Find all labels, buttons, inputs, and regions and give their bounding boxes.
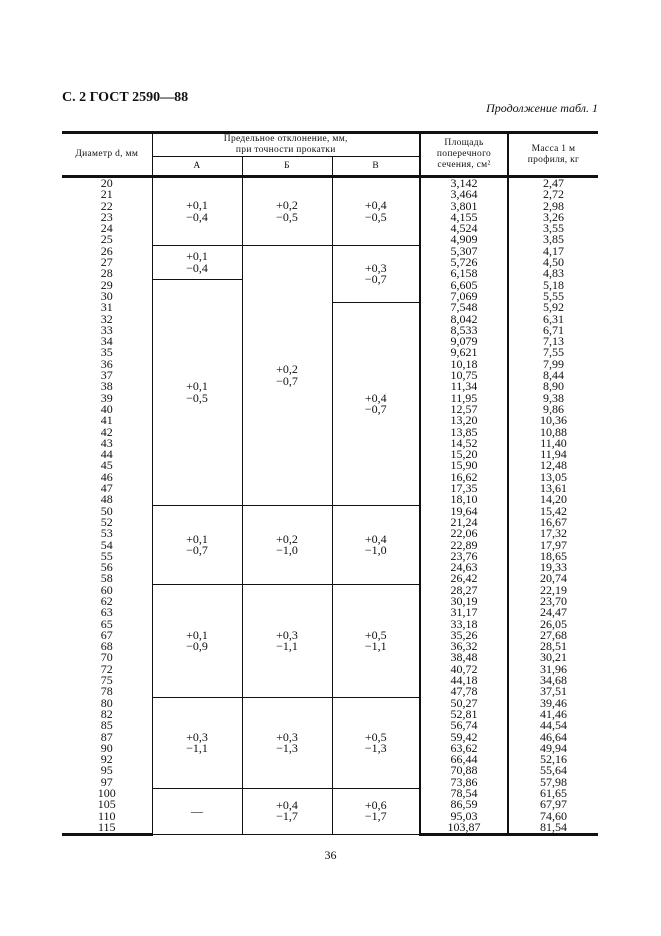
diameter-cell: 34 (62, 336, 152, 347)
area-cell: 14,52 (420, 438, 508, 449)
diameter-cell: 24 (62, 223, 152, 234)
area-cell: 28,27 (420, 585, 508, 596)
deviation-value: +0,4 (364, 198, 387, 213)
area-cell: 73,86 (420, 777, 508, 788)
mass-cell: 55,64 (508, 765, 598, 776)
mass-cell: 12,48 (508, 460, 598, 471)
deviation-value: +0,5 (364, 627, 387, 642)
mass-cell: 9,38 (508, 393, 598, 404)
mass-cell: 57,98 (508, 777, 598, 788)
mass-cell: 10,36 (508, 415, 598, 426)
mass-cell: 49,94 (508, 743, 598, 754)
area-cell: 10,75 (420, 370, 508, 381)
area-cell: 18,10 (420, 494, 508, 505)
deviation-value: −1,7 (364, 809, 387, 824)
area-cell: 3,801 (420, 201, 508, 212)
diameter-cell: 56 (62, 562, 152, 573)
deviation-cell-b (242, 246, 332, 506)
col-header-b: Б (242, 157, 332, 177)
area-cell: 44,18 (420, 675, 508, 686)
deviation-value: −1,0 (276, 543, 298, 558)
mass-cell: 5,55 (508, 291, 598, 302)
deviation-value: +0,3 (186, 729, 208, 744)
area-cell: 4,155 (420, 212, 508, 223)
mass-cell: 15,42 (508, 506, 598, 517)
mass-cell: 16,67 (508, 517, 598, 528)
mass-cell: 20,74 (508, 573, 598, 584)
area-cell: 15,20 (420, 449, 508, 460)
area-cell: 3,464 (420, 189, 508, 200)
diameter-cell: 62 (62, 596, 152, 607)
diameter-cell: 82 (62, 709, 152, 720)
deviation-cell-b (242, 788, 332, 835)
area-cell: 38,48 (420, 652, 508, 663)
deviation-value: −1,3 (364, 740, 387, 755)
steel-bar-table (62, 131, 598, 836)
deviation-value: +0,1 (186, 531, 208, 546)
area-cell: 8,533 (420, 325, 508, 336)
diameter-cell: 35 (62, 347, 152, 358)
diameter-cell: 50 (62, 506, 152, 517)
diameter-cell: 54 (62, 540, 152, 551)
mass-cell: 8,44 (508, 370, 598, 381)
deviation-value: −0,4 (186, 209, 208, 224)
diameter-cell: 29 (62, 280, 152, 291)
col-header-v: В (332, 157, 420, 177)
diameter-cell: 87 (62, 732, 152, 743)
mass-cell: 3,55 (508, 223, 598, 234)
deviation-value: −1,3 (276, 740, 298, 755)
mass-cell: 17,32 (508, 528, 598, 539)
area-cell: 33,18 (420, 619, 508, 630)
area-cell: 70,88 (420, 765, 508, 776)
diameter-cell: 75 (62, 675, 152, 686)
deviation-cell-a (152, 246, 242, 280)
diameter-cell: 20 (62, 177, 152, 190)
col-header-a: А (152, 157, 242, 177)
area-cell: 15,90 (420, 460, 508, 471)
area-cell: 16,62 (420, 472, 508, 483)
diameter-cell: 41 (62, 415, 152, 426)
diameter-cell: 44 (62, 449, 152, 460)
area-cell: 6,158 (420, 268, 508, 279)
mass-cell: 13,61 (508, 483, 598, 494)
mass-cell: 37,51 (508, 686, 598, 697)
mass-cell: 8,90 (508, 381, 598, 392)
diameter-cell: 42 (62, 427, 152, 438)
deviation-value: +0,5 (364, 729, 387, 744)
deviation-value: −0,7 (276, 373, 298, 388)
diameter-cell: 45 (62, 460, 152, 471)
mass-cell: 39,46 (508, 698, 598, 709)
deviation-value: −1,0 (364, 543, 387, 558)
table-row (62, 506, 598, 517)
diameter-cell: 80 (62, 698, 152, 709)
deviation-cell-v (332, 246, 420, 302)
mass-cell: 67,97 (508, 799, 598, 810)
mass-cell: 17,97 (508, 540, 598, 551)
area-cell: 63,62 (420, 743, 508, 754)
diameter-cell: 100 (62, 788, 152, 799)
deviation-value: +0,1 (186, 627, 208, 642)
diameter-cell: 43 (62, 438, 152, 449)
col-header-diameter: Диаметр d, мм (62, 133, 152, 177)
table-row (62, 698, 598, 709)
mass-cell: 10,88 (508, 427, 598, 438)
diameter-cell: 92 (62, 754, 152, 765)
deviation-value: +0,3 (276, 627, 298, 642)
deviation-cell-b (242, 698, 332, 788)
deviation-value: +0,3 (364, 260, 387, 275)
diameter-cell: 37 (62, 370, 152, 381)
diameter-cell: 33 (62, 325, 152, 336)
mass-cell: 24,47 (508, 607, 598, 618)
area-cell: 50,27 (420, 698, 508, 709)
area-cell: 21,24 (420, 517, 508, 528)
area-cell: 30,19 (420, 596, 508, 607)
diameter-cell: 72 (62, 664, 152, 675)
mass-cell: 6,31 (508, 314, 598, 325)
deviation-value: +0,4 (364, 531, 387, 546)
diameter-cell: 55 (62, 551, 152, 562)
mass-cell: 74,60 (508, 811, 598, 822)
area-cell: 22,89 (420, 540, 508, 551)
mass-cell: 2,98 (508, 201, 598, 212)
mass-cell: 41,46 (508, 709, 598, 720)
area-cell: 86,59 (420, 799, 508, 810)
diameter-cell: 23 (62, 212, 152, 223)
diameter-cell: 97 (62, 777, 152, 788)
area-cell: 5,307 (420, 246, 508, 257)
mass-cell: 5,92 (508, 302, 598, 313)
diameter-cell: 115 (62, 822, 152, 835)
area-cell: 5,726 (420, 257, 508, 268)
area-cell: 11,34 (420, 381, 508, 392)
diameter-cell: 67 (62, 630, 152, 641)
diameter-cell: 32 (62, 314, 152, 325)
area-cell: 56,74 (420, 720, 508, 731)
deviation-value: −0,9 (186, 639, 208, 654)
area-cell: 24,63 (420, 562, 508, 573)
area-cell: 4,524 (420, 223, 508, 234)
diameter-cell: 68 (62, 641, 152, 652)
area-cell: 26,42 (420, 573, 508, 584)
mass-cell: 18,65 (508, 551, 598, 562)
col-header-area: Площадь поперечного сечения, см² (420, 133, 508, 177)
page-number: 36 (324, 848, 337, 862)
diameter-cell: 52 (62, 517, 152, 528)
mass-cell: 34,68 (508, 675, 598, 686)
mass-cell: 7,99 (508, 359, 598, 370)
deviation-cell-v (332, 698, 420, 788)
area-cell: 22,06 (420, 528, 508, 539)
mass-cell: 31,96 (508, 664, 598, 675)
mass-cell: 3,26 (508, 212, 598, 223)
diameter-cell: 36 (62, 359, 152, 370)
deviation-value: — (191, 803, 203, 818)
area-cell: 10,18 (420, 359, 508, 370)
diameter-cell: 58 (62, 573, 152, 584)
diameter-cell: 95 (62, 765, 152, 776)
deviation-value: +0,1 (186, 379, 208, 394)
diameter-cell: 31 (62, 302, 152, 313)
col-header-mass: Масса 1 м профиля, кг (508, 133, 598, 177)
deviation-cell-a (152, 280, 242, 506)
diameter-cell: 30 (62, 291, 152, 302)
deviation-value: +0,1 (186, 198, 208, 213)
deviation-value: −0,7 (364, 401, 387, 416)
diameter-cell: 53 (62, 528, 152, 539)
deviation-cell-v (332, 585, 420, 698)
deviation-cell-b (242, 177, 332, 246)
deviation-value: −0,7 (364, 272, 387, 287)
area-cell: 7,548 (420, 302, 508, 313)
diameter-cell: 63 (62, 607, 152, 618)
diameter-cell: 70 (62, 652, 152, 663)
deviation-cell-v (332, 302, 420, 505)
deviation-value: −0,5 (276, 209, 298, 224)
mass-cell: 30,21 (508, 652, 598, 663)
mass-cell: 7,55 (508, 347, 598, 358)
mass-cell: 22,19 (508, 585, 598, 596)
area-cell: 47,78 (420, 686, 508, 697)
deviation-value: −1,1 (276, 639, 298, 654)
deviation-value: +0,2 (276, 362, 298, 377)
diameter-cell: 46 (62, 472, 152, 483)
area-cell: 4,909 (420, 234, 508, 245)
deviation-cell-b (242, 585, 332, 698)
area-cell: 52,81 (420, 709, 508, 720)
deviation-value: −1,1 (186, 740, 208, 755)
area-cell: 3,142 (420, 177, 508, 190)
deviation-cell-a (152, 698, 242, 788)
area-cell: 95,03 (420, 811, 508, 822)
deviation-cell-v (332, 177, 420, 246)
deviation-cell-b (242, 506, 332, 585)
mass-cell: 52,16 (508, 754, 598, 765)
deviation-value: −0,4 (186, 260, 208, 275)
mass-cell: 2,47 (508, 177, 598, 190)
area-cell: 9,079 (420, 336, 508, 347)
deviation-cell-a (152, 177, 242, 246)
deviation-value: +0,6 (364, 798, 387, 813)
area-cell: 103,87 (420, 822, 508, 835)
deviation-value: −0,7 (186, 543, 208, 558)
deviation-value: +0,2 (276, 198, 298, 213)
area-cell: 35,26 (420, 630, 508, 641)
col-header-deviation (152, 133, 420, 157)
deviation-line1: Предельное отклонение, мм, (223, 134, 348, 144)
table-row (62, 246, 598, 257)
mass-cell: 5,18 (508, 280, 598, 291)
diameter-cell: 21 (62, 189, 152, 200)
page-header: С. 2 ГОСТ 2590—88 (62, 90, 189, 105)
mass-cell: 4,83 (508, 268, 598, 279)
deviation-value: +0,3 (276, 729, 298, 744)
table-row (62, 788, 598, 799)
mass-cell: 26,05 (508, 619, 598, 630)
area-cell: 59,42 (420, 732, 508, 743)
diameter-cell: 105 (62, 799, 152, 810)
table-row (62, 177, 598, 190)
deviation-value: −0,5 (186, 390, 208, 405)
deviation-value: +0,4 (276, 798, 298, 813)
area-cell: 78,54 (420, 788, 508, 799)
mass-cell: 19,33 (508, 562, 598, 573)
diameter-cell: 90 (62, 743, 152, 754)
diameter-cell: 25 (62, 234, 152, 245)
diameter-cell: 28 (62, 268, 152, 279)
mass-cell: 6,71 (508, 325, 598, 336)
diameter-cell: 22 (62, 201, 152, 212)
area-cell: 66,44 (420, 754, 508, 765)
table-row (62, 585, 598, 596)
diameter-cell: 78 (62, 686, 152, 697)
area-cell: 19,64 (420, 506, 508, 517)
mass-cell: 13,05 (508, 472, 598, 483)
mass-cell: 4,50 (508, 257, 598, 268)
area-cell: 31,17 (420, 607, 508, 618)
deviation-value: +0,2 (276, 531, 298, 546)
area-cell: 17,35 (420, 483, 508, 494)
diameter-cell: 65 (62, 619, 152, 630)
area-cell: 9,621 (420, 347, 508, 358)
deviation-value: −1,7 (276, 809, 298, 824)
diameter-cell: 26 (62, 246, 152, 257)
area-cell: 23,76 (420, 551, 508, 562)
deviation-cell-a (152, 788, 242, 835)
area-cell: 36,32 (420, 641, 508, 652)
area-cell: 6,605 (420, 280, 508, 291)
area-cell: 11,95 (420, 393, 508, 404)
mass-cell: 44,54 (508, 720, 598, 731)
deviation-cell-a (152, 585, 242, 698)
deviation-value: +0,4 (364, 390, 387, 405)
mass-cell: 9,86 (508, 404, 598, 415)
diameter-cell: 47 (62, 483, 152, 494)
mass-cell: 46,64 (508, 732, 598, 743)
mass-cell: 7,13 (508, 336, 598, 347)
diameter-cell: 110 (62, 811, 152, 822)
mass-cell: 14,20 (508, 494, 598, 505)
deviation-value: +0,1 (186, 249, 208, 264)
deviation-cell-a (152, 506, 242, 585)
deviation-value: −0,5 (364, 209, 387, 224)
area-cell: 13,85 (420, 427, 508, 438)
mass-cell: 81,54 (508, 822, 598, 835)
table-continuation-label: Продолжение табл. 1 (486, 101, 598, 115)
deviation-line2: при точности прокатки (235, 145, 336, 155)
area-cell: 13,20 (420, 415, 508, 426)
mass-cell: 2,72 (508, 189, 598, 200)
mass-cell: 61,65 (508, 788, 598, 799)
deviation-cell-v (332, 788, 420, 835)
deviation-cell-v (332, 506, 420, 585)
area-cell: 40,72 (420, 664, 508, 675)
diameter-cell: 27 (62, 257, 152, 268)
diameter-cell: 39 (62, 393, 152, 404)
diameter-cell: 40 (62, 404, 152, 415)
mass-cell: 4,17 (508, 246, 598, 257)
mass-cell: 11,40 (508, 438, 598, 449)
mass-cell: 3,85 (508, 234, 598, 245)
mass-cell: 28,51 (508, 641, 598, 652)
area-cell: 12,57 (420, 404, 508, 415)
mass-cell: 11,94 (508, 449, 598, 460)
diameter-cell: 85 (62, 720, 152, 731)
diameter-cell: 48 (62, 494, 152, 505)
diameter-cell: 38 (62, 381, 152, 392)
deviation-value: −1,1 (364, 639, 387, 654)
diameter-cell: 60 (62, 585, 152, 596)
area-cell: 8,042 (420, 314, 508, 325)
area-cell: 7,069 (420, 291, 508, 302)
mass-cell: 23,70 (508, 596, 598, 607)
mass-cell: 27,68 (508, 630, 598, 641)
